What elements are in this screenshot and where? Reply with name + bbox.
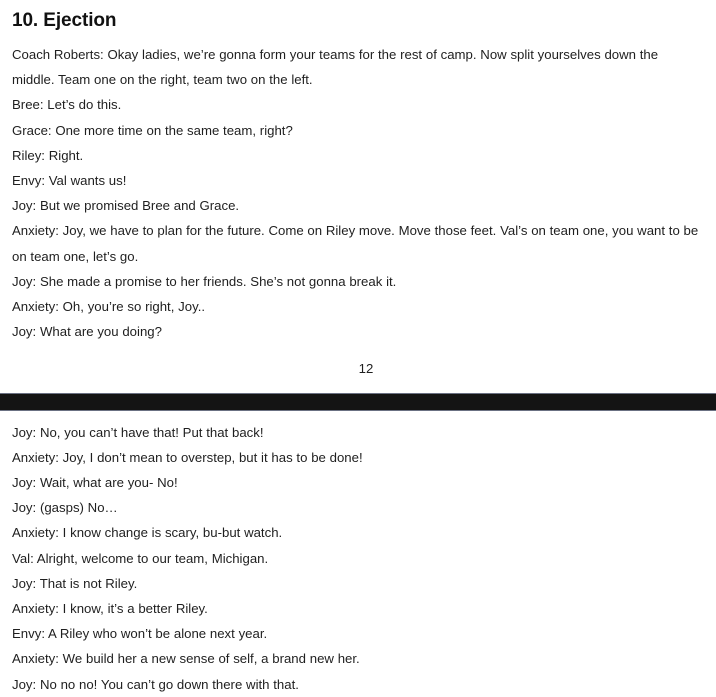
dialogue-line: Anxiety: Joy, we have to plan for the future. Come on Riley move. Move those feet. Val’s on team one, you want to be on team one, let’s go.	[12, 223, 699, 264]
dialogue-block-bottom	[12, 411, 702, 697]
dialogue-line: Bree: Let’s do this.	[12, 97, 122, 113]
script-page-13	[0, 411, 716, 697]
dialogue-line: Val: Alright, welcome to our team, Michigan.	[12, 550, 269, 566]
page-title: 10. Ejection	[12, 10, 117, 31]
dialogue-block-top	[12, 36, 702, 344]
dialogue-line: Joy: No, you can’t have that! Put that back!	[12, 424, 264, 440]
dialogue-line: Coach Roberts: Okay ladies, we’re gonna form your teams for the rest of camp. Now split yourselves down the middle. Team one on the right, team two on the left.	[12, 47, 659, 88]
page-separator-bar	[0, 393, 716, 411]
dialogue-line: Anxiety: Oh, you’re so right, Joy..	[12, 299, 206, 315]
page-number: 12	[358, 361, 374, 377]
dialogue-line: Anxiety: I know, it’s a better Riley.	[12, 601, 208, 617]
dialogue-line: Riley: Right.	[12, 147, 84, 163]
dialogue-line: Anxiety: I know change is scary, bu-but watch.	[12, 525, 283, 541]
dialogue-line: Joy: (gasps) No…	[12, 500, 118, 516]
dialogue-line: Grace: One more time on the same team, right?	[12, 122, 293, 138]
dialogue-line: Joy: What are you doing?	[12, 324, 162, 340]
dialogue-line: Joy: That is not Riley.	[12, 575, 138, 591]
dialogue-line: Joy: No no no! You can’t go down there with that.	[12, 676, 299, 692]
dialogue-line: Envy: A Riley who won’t be alone next year.	[12, 626, 268, 642]
dialogue-line: Anxiety: Joy, I don’t mean to overstep, but it has to be done!	[12, 449, 363, 465]
dialogue-line: Joy: Wait, what are you- No!	[12, 475, 178, 491]
dialogue-line: Joy: But we promised Bree and Grace.	[12, 198, 240, 214]
dialogue-line: Anxiety: We build her a new sense of self, a brand new her.	[12, 651, 360, 667]
dialogue-line: Joy: She made a promise to her friends. She’s not gonna break it.	[12, 273, 397, 289]
dialogue-line: Envy: Val wants us!	[12, 173, 127, 189]
